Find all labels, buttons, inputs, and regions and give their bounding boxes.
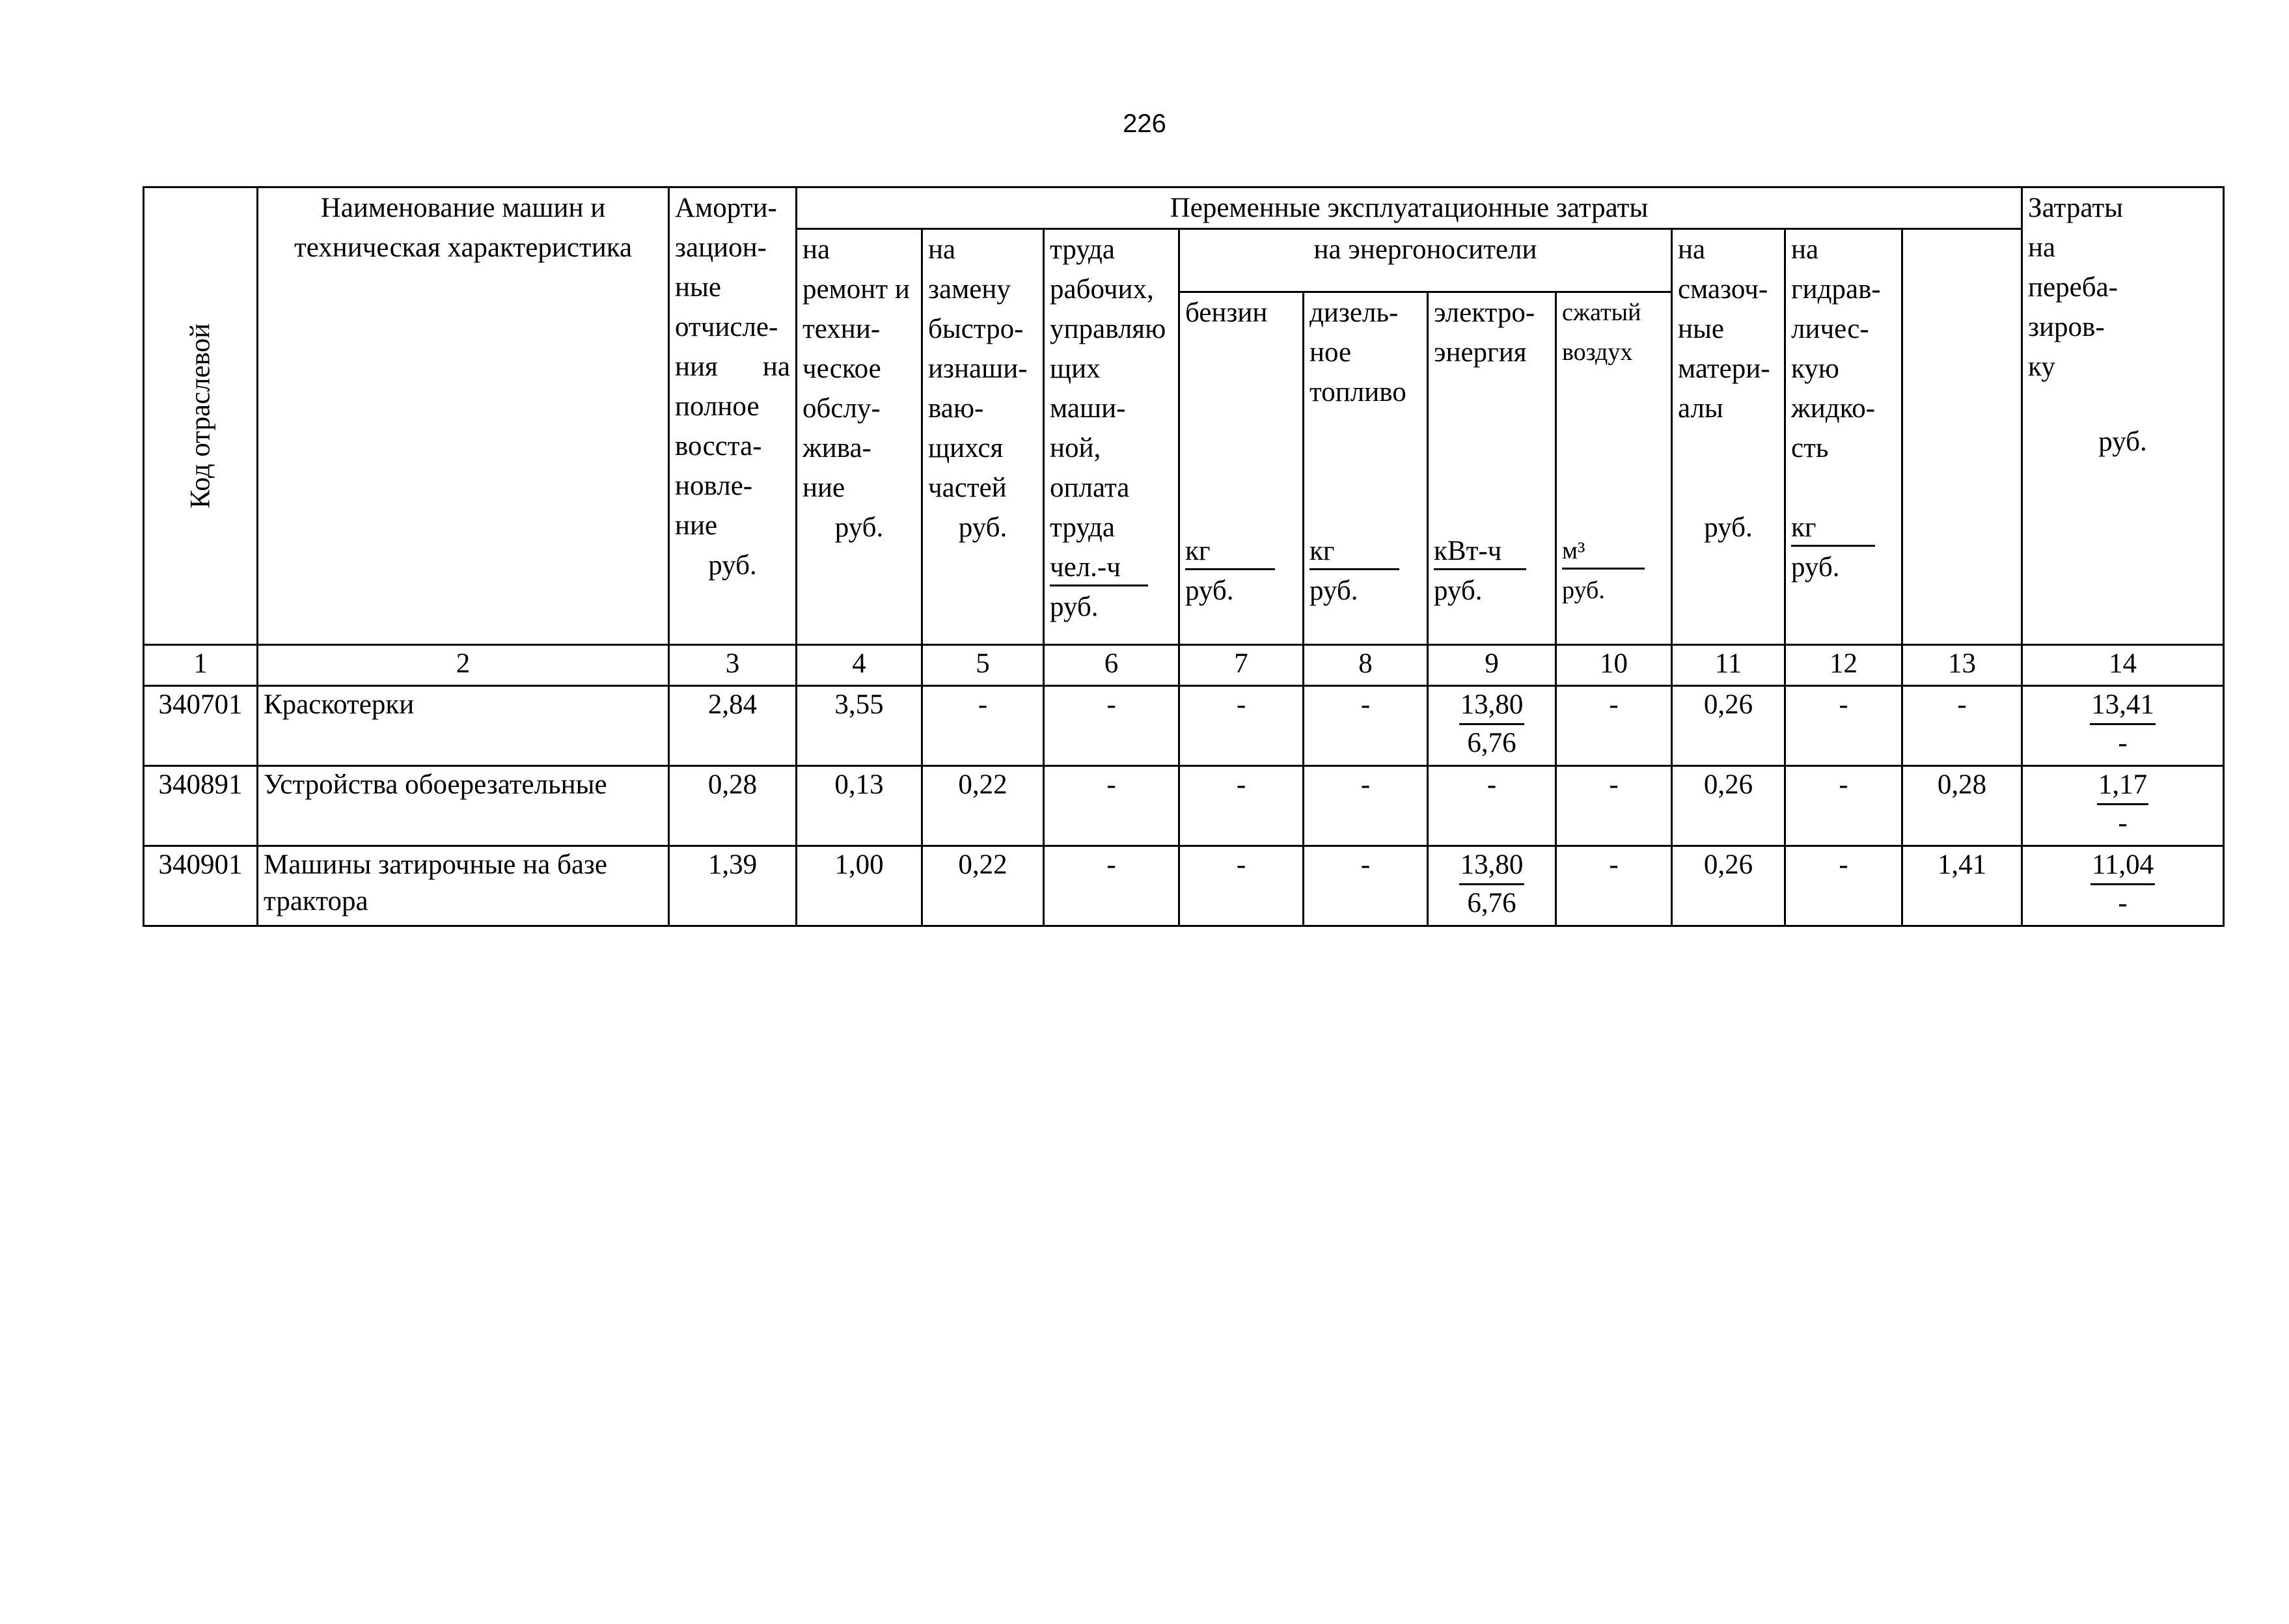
row-estimate	[2022, 846, 2224, 926]
machine-rates-table	[143, 186, 2225, 927]
header-electric	[1428, 292, 1556, 644]
header-air-unit-top: м³	[1562, 534, 1645, 570]
row-labor: -	[1044, 766, 1179, 846]
row-estimate-labor: -	[2118, 888, 2128, 918]
header-electric-text: электро- энергия	[1434, 297, 1535, 368]
header-transfer	[2022, 187, 2224, 645]
header-hydraulic-text: на гидрав- личес- кую жидко- сть	[1791, 234, 1881, 463]
row-estimate-labor: -	[2118, 808, 2128, 838]
row-electric-fraction	[1459, 687, 1525, 762]
header-replace-unit: руб.	[958, 512, 1007, 543]
row-hydraulic: -	[1785, 846, 1902, 926]
row-labor: -	[1044, 846, 1179, 926]
row-replace: 0,22	[922, 766, 1044, 846]
column-number: 5	[922, 645, 1044, 686]
header-amortization-word: на	[762, 351, 790, 382]
row-diesel: -	[1304, 846, 1428, 926]
row-diesel: -	[1304, 766, 1428, 846]
header-lubricant	[1672, 229, 1785, 645]
header-diesel-unit-top: кг	[1309, 534, 1399, 570]
header-diesel-unit-bottom: руб.	[1309, 575, 1358, 606]
row-air: -	[1556, 846, 1672, 926]
row-amortization: 0,28	[669, 766, 797, 846]
header-diesel-text: дизель- ное топливо	[1309, 297, 1406, 407]
column-number: 9	[1428, 645, 1556, 686]
row-name: Краскотерки	[258, 686, 669, 766]
row-electric-cost: 6,76	[1467, 728, 1516, 758]
row-code: 340701	[144, 686, 258, 766]
header-labor-unit-bottom: руб.	[1050, 592, 1099, 622]
row-estimate-total: 13,41	[2090, 687, 2156, 725]
row-electric-amount: 13,80	[1459, 847, 1525, 885]
row-amortization: 2,84	[669, 686, 797, 766]
row-estimate-labor: -	[2118, 728, 2128, 758]
header-petrol-text: бензин	[1185, 297, 1268, 328]
row-transfer: 1,41	[1902, 846, 2022, 926]
header-diesel-unit	[1309, 531, 1421, 611]
header-repair-rest: техни- ческое обслу- жива- ние	[802, 314, 881, 503]
column-number: 4	[797, 645, 922, 686]
row-electric	[1428, 846, 1556, 926]
header-replace-text: на замену быстро- изнаши- ваю- щихся частей	[928, 234, 1028, 503]
header-amortization	[669, 187, 797, 645]
row-labor: -	[1044, 686, 1179, 766]
row-diesel: -	[1304, 686, 1428, 766]
header-electric-unit	[1434, 531, 1550, 611]
header-amortization-justified	[675, 347, 790, 387]
row-name: Устройства обоерезательные	[258, 766, 669, 846]
row-estimate-fraction	[2090, 847, 2155, 922]
row-electric	[1428, 686, 1556, 766]
header-transfer-unit: руб.	[2098, 426, 2147, 457]
column-number: 3	[669, 645, 797, 686]
header-amortization-text: Аморти- зацион- ные отчисле-	[675, 193, 778, 342]
header-code-label: Код отраслевой	[185, 323, 216, 509]
column-number: 10	[1556, 645, 1672, 686]
column-number: 12	[1785, 645, 1902, 686]
header-hydraulic-unit	[1791, 508, 1896, 587]
header-electric-unit-top: кВт-ч	[1434, 534, 1526, 570]
table-row	[144, 766, 2224, 846]
header-hydraulic-unit-top: кг	[1791, 511, 1875, 547]
header-hydraulic-unit-bottom: руб.	[1791, 552, 1840, 583]
row-air: -	[1556, 686, 1672, 766]
row-code: 340891	[144, 766, 258, 846]
header-diesel	[1304, 292, 1428, 644]
header-air-unit-bottom: руб.	[1562, 576, 1605, 604]
row-estimate-total: 1,17	[2097, 767, 2148, 805]
row-name: Машины затирочные на базе трактора	[258, 846, 669, 926]
row-transfer: -	[1902, 686, 2022, 766]
header-row-1	[144, 187, 2224, 229]
header-name: Наименование машин и техническая характеристика	[258, 187, 669, 645]
row-estimate-fraction	[2090, 687, 2156, 762]
header-lubricant-unit: руб.	[1704, 512, 1753, 543]
row-hydraulic: -	[1785, 686, 1902, 766]
row-electric-cost: 6,76	[1467, 888, 1516, 918]
row-electric-fraction	[1459, 847, 1525, 922]
column-number: 11	[1672, 645, 1785, 686]
header-air-unit	[1562, 531, 1665, 611]
table-row	[144, 846, 2224, 926]
row-amortization: 1,39	[669, 846, 797, 926]
row-estimate-total: 11,04	[2090, 847, 2155, 885]
header-lubricant-text: на смазоч- ные матери- алы	[1678, 234, 1770, 424]
row-repair: 0,13	[797, 766, 922, 846]
row-lubricant: 0,26	[1672, 766, 1785, 846]
header-amortization-unit: руб.	[708, 550, 757, 581]
header-petrol-unit-top: кг	[1185, 534, 1275, 570]
row-petrol: -	[1179, 686, 1304, 766]
column-number: 7	[1179, 645, 1304, 686]
header-energy: на энергоносители	[1179, 229, 1672, 292]
row-lubricant: 0,26	[1672, 686, 1785, 766]
row-estimate-fraction	[2097, 767, 2148, 842]
header-amortization-word: ния	[675, 351, 718, 382]
row-replace: -	[922, 686, 1044, 766]
row-air: -	[1556, 766, 1672, 846]
row-estimate	[2022, 766, 2224, 846]
header-repair-unit: руб.	[834, 512, 884, 543]
header-code	[144, 187, 258, 645]
row-transfer: 0,28	[1902, 766, 2022, 846]
header-petrol	[1179, 292, 1304, 644]
table-row	[144, 686, 2224, 766]
header-petrol-unit	[1185, 531, 1297, 611]
row-electric-amount: 13,80	[1459, 687, 1525, 725]
row-petrol: -	[1179, 846, 1304, 926]
column-number: 1	[144, 645, 258, 686]
row-estimate	[2022, 686, 2224, 766]
header-labor	[1044, 229, 1179, 645]
header-transfer-text: Затраты на переба- зиров- ку	[2028, 193, 2124, 382]
header-repair	[797, 229, 922, 645]
row-repair: 3,55	[797, 686, 922, 766]
row-code: 340901	[144, 846, 258, 926]
header-variable-costs: Переменные эксплуатационные затраты	[797, 187, 2022, 229]
column-number: 2	[258, 645, 669, 686]
header-labor-text: труда рабочих, управляю щих маши- ной, оплата труда	[1050, 234, 1166, 543]
row-hydraulic: -	[1785, 766, 1902, 846]
row-petrol: -	[1179, 766, 1304, 846]
header-labor-unit-top: чел.-ч	[1050, 551, 1148, 586]
column-number: 8	[1304, 645, 1428, 686]
header-air-text: сжатый воздух	[1562, 298, 1641, 366]
header-petrol-unit-bottom: руб.	[1185, 575, 1234, 606]
row-electric: -	[1428, 766, 1556, 846]
column-number-row	[144, 645, 2224, 686]
header-labor-unit	[1050, 547, 1173, 627]
row-repair: 1,00	[797, 846, 922, 926]
header-air	[1556, 292, 1672, 644]
column-number: 14	[2022, 645, 2224, 686]
header-repair-line: ремонт и	[802, 274, 910, 305]
header-amortization-rest: полное восста- новле- ние	[675, 391, 762, 541]
page-number: 226	[1123, 109, 1166, 138]
column-number: 6	[1044, 645, 1179, 686]
header-electric-unit-bottom: руб.	[1434, 575, 1483, 606]
column-number: 13	[1902, 645, 2022, 686]
header-replace	[922, 229, 1044, 645]
header-repair-line: на	[802, 234, 830, 265]
row-replace: 0,22	[922, 846, 1044, 926]
header-hydraulic	[1785, 229, 1902, 645]
row-lubricant: 0,26	[1672, 846, 1785, 926]
